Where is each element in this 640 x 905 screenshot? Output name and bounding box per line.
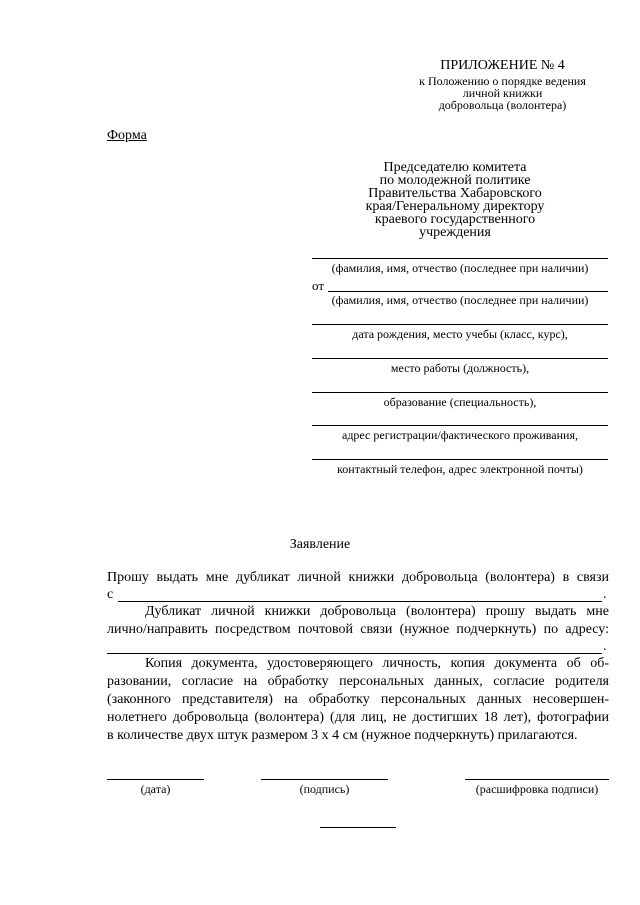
signature-line[interactable]: [261, 779, 388, 780]
reason-line[interactable]: [118, 601, 602, 602]
statement-heading: Заявление: [289, 537, 351, 552]
addressee-line-1: Председателю комитета: [383, 160, 527, 175]
p1-line-2-suffix: .: [603, 587, 607, 602]
address-line[interactable]: [312, 425, 608, 426]
delivery-address-line[interactable]: [107, 653, 602, 654]
to-name-line[interactable]: [312, 258, 608, 259]
birth-line[interactable]: [312, 324, 608, 325]
p3-line-5: в количестве двух штук размером 3 х 4 см (нужное подчеркнуть) прилагаются.: [107, 728, 578, 743]
appendix-line-3: добровольца (волонтера): [438, 98, 567, 112]
addressee-line-2: по молодежной политике: [379, 173, 531, 188]
work-caption: место работы (должность),: [390, 361, 530, 375]
contact-caption: контактный телефон, адрес электронной почты): [337, 462, 583, 476]
p3-line-2: разовании, согласие на обработку персональных данных, согласие родителя: [107, 674, 609, 689]
p2-line-3-suffix: .: [603, 639, 607, 654]
p1-line-2-prefix: с: [107, 587, 114, 602]
p1-line-1: Прошу выдать мне дубликат личной книжки добровольца (волонтера) в связи: [107, 570, 609, 585]
form-label: Форма: [107, 128, 147, 143]
date-caption: (дата): [140, 782, 171, 796]
addressee-line-4: края/Генеральному директору: [365, 199, 545, 214]
addressee-line-6: учреждения: [419, 225, 491, 240]
from-name-caption: (фамилия, имя, отчество (последнее при наличии): [331, 293, 589, 307]
address-caption: адрес регистрации/фактического проживания,: [342, 428, 578, 442]
addressee-line-5: краевого государственного: [374, 212, 536, 227]
p2-line-2: лично/направить посредством почтовой связи (нужное подчеркнуть) по адресу:: [107, 622, 609, 637]
work-line[interactable]: [312, 358, 608, 359]
from-name-line[interactable]: [328, 291, 608, 292]
addressee-line-3: Правительства Хабаровского: [368, 186, 542, 201]
closing-divider: [320, 827, 396, 828]
education-line[interactable]: [312, 392, 608, 393]
signature-caption: (подпись): [299, 782, 350, 796]
p3-line-3: (законного представителя) на обработку персональных данных несовершен-: [107, 692, 609, 707]
decoding-caption: (расшифровка подписи): [475, 782, 599, 796]
decoding-line[interactable]: [465, 779, 609, 780]
p2-line-1: Дубликат личной книжки добровольца (волонтера) прошу выдать мне: [145, 604, 609, 619]
contact-line[interactable]: [312, 459, 608, 460]
appendix-line-2: личной книжки: [462, 86, 543, 100]
appendix-title: ПРИЛОЖЕНИЕ № 4: [440, 58, 565, 73]
p3-line-1: Копия документа, удостоверяющего личность, копия документа об об-: [145, 656, 609, 671]
appendix-line-1: к Положению о порядке ведения: [419, 74, 586, 88]
birth-caption: дата рождения, место учебы (класс, курс),: [352, 327, 568, 341]
to-name-caption: (фамилия, имя, отчество (последнее при наличии): [331, 261, 589, 275]
education-caption: образование (специальность),: [383, 395, 537, 409]
from-label: от: [312, 278, 325, 293]
p3-line-4: нолетнего добровольца (волонтера) (для лиц, не достигших 18 лет), фотографии: [107, 710, 609, 725]
date-line[interactable]: [107, 779, 204, 780]
